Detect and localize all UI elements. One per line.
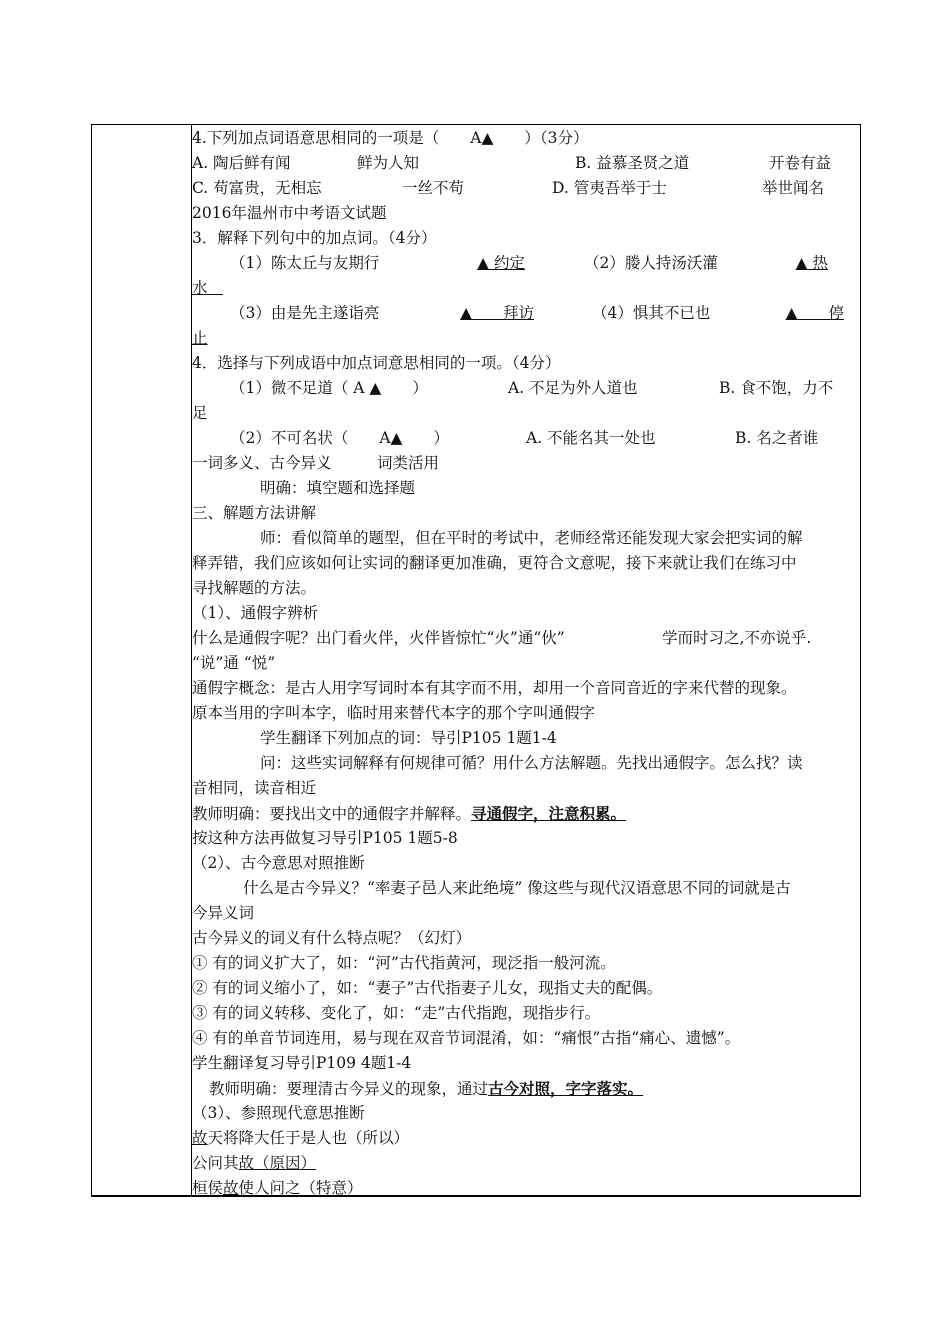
idiom-1-option-a: A. 不足为外人道也 xyxy=(508,379,638,397)
option-row-cd xyxy=(192,176,854,201)
paragraph-line xyxy=(192,801,626,826)
emphasis: 古今对照，字字落实。 xyxy=(488,1079,644,1098)
option-d: D. 管夷吾举于士 xyxy=(552,179,667,197)
question-4-heading xyxy=(192,126,589,151)
text: 今异义词 xyxy=(192,904,255,922)
question-3-heading xyxy=(192,226,436,251)
answer-row-2 xyxy=(192,301,854,326)
answer-4-continued xyxy=(192,326,208,351)
paragraph-line xyxy=(192,776,316,801)
paragraph-line xyxy=(260,726,557,751)
paragraph-line xyxy=(243,876,791,901)
answer-4: ▲ 停 xyxy=(785,304,844,322)
paragraph-line xyxy=(192,651,275,676)
text: 足 xyxy=(192,404,208,422)
list-item xyxy=(192,1026,740,1051)
exam-source xyxy=(192,201,386,226)
topic-row xyxy=(192,451,854,476)
text: 止 xyxy=(192,329,208,347)
text: 4.下列加点词语意思相同的一项是（ A▲ ）（3分） xyxy=(192,129,589,147)
text: 师：看似简单的题型，但在平时的考试中，老师经常还能发现大家会把实词的解 xyxy=(260,529,803,547)
paragraph-line xyxy=(192,926,471,951)
list-item xyxy=(192,976,662,1001)
text: ① 有的词义扩大了，如：“河”古代指黄河，现泛指一般河流。 xyxy=(192,954,616,972)
keyword: 故（原因） xyxy=(238,1154,317,1172)
paragraph-line xyxy=(192,901,254,926)
text: 学而时习之,不亦说乎. xyxy=(662,629,812,647)
answer-3: ▲ 拜访 xyxy=(460,304,534,322)
text: 学生翻译下列加点的词：导引P105 1题1-4 xyxy=(260,729,557,747)
item-2: （2）媵人持汤沃灌 xyxy=(584,254,718,272)
text: 原本当用的字叫本字，临时用来替代本字的那个字叫通假字 xyxy=(192,704,596,722)
paragraph-line xyxy=(192,626,854,651)
answer-row-1 xyxy=(192,251,854,276)
idiom-2-option-a: A. 不能名其一处也 xyxy=(526,429,656,447)
question-4b-heading xyxy=(192,351,560,376)
subsection-3-heading xyxy=(192,1101,365,1126)
text: ④ 有的单音节词连用，易与现在双音节词混淆，如：“痛恨”古指“痛心、遗憾”。 xyxy=(192,1029,741,1047)
text: 教师明确：要理清古今异义的现象，通过 xyxy=(209,1080,489,1098)
item-4: （4）惧其不已也 xyxy=(592,304,711,322)
topic-1: 一词多义、古今异义 xyxy=(192,454,332,472)
option-b-idiom: 开卷有益 xyxy=(769,154,832,172)
paragraph-line xyxy=(192,701,595,726)
text: （1）、通假字辨析 xyxy=(192,604,319,622)
clarification xyxy=(260,476,415,501)
text: 水 xyxy=(192,279,208,297)
text: 教师明确：要找出文中的通假字并解释。 xyxy=(192,805,472,823)
item-3: （3）由是先主遂诣亮 xyxy=(230,304,380,322)
idiom-2-option-b: B. 名之者谁 xyxy=(735,429,819,447)
text: 明确：填空题和选择题 xyxy=(260,479,416,497)
text: 使人问之（特意） xyxy=(238,1179,363,1197)
answer-1: ▲ 约定 xyxy=(477,254,525,272)
option-a-idiom: 鲜为人知 xyxy=(357,154,420,172)
option-a: A. 陶后鲜有闻 xyxy=(192,154,291,172)
item-1: （1）陈太丘与友期行 xyxy=(230,254,380,272)
example-line xyxy=(192,1176,363,1201)
idiom-row-2 xyxy=(192,426,854,451)
text: 什么是通假字呢？出门看火伴，火伴皆惊忙“火”通“伙” xyxy=(192,629,565,647)
option-c-idiom: 一丝不苟 xyxy=(402,179,465,197)
text: 什么是古今异义？“率妻子邑人来此绝境” 像这些与现代汉语意思不同的词就是古 xyxy=(243,879,791,897)
idiom-row-1-continued xyxy=(192,401,208,426)
answer-2-continued xyxy=(192,276,223,301)
text: 3．解释下列句中的加点词。（4分） xyxy=(192,229,437,247)
text: ③ 有的词义转移、变化了，如：“走”古代指跑，现指步行。 xyxy=(192,1004,601,1022)
list-item xyxy=(192,951,616,976)
text: 桓侯 xyxy=(192,1179,224,1197)
answer-2: ▲ 热 xyxy=(795,254,828,272)
text: 寻找解题的方法。 xyxy=(192,579,317,597)
text: 问：这些实词解释有何规律可循？用什么方法解题。先找出通假字。怎么找？读 xyxy=(260,754,803,772)
paragraph-line xyxy=(209,1076,643,1101)
subsection-1-heading xyxy=(192,601,318,626)
option-b: B. 益慕圣贤之道 xyxy=(575,154,690,172)
topic-2: 词类活用 xyxy=(377,454,440,472)
list-item xyxy=(192,1001,600,1026)
paragraph-line xyxy=(192,576,316,601)
text: 音相同，读音相近 xyxy=(192,779,317,797)
paragraph-line xyxy=(260,526,803,551)
text: 天将降大任于是人也（所以） xyxy=(207,1129,410,1147)
section-3-heading xyxy=(192,501,316,526)
example-line xyxy=(192,1126,409,1151)
text: 公问其 xyxy=(192,1154,239,1172)
example-line xyxy=(192,1151,316,1176)
keyword: 故 xyxy=(223,1179,239,1197)
text: 2016年温州市中考语文试题 xyxy=(192,204,387,222)
text: “说”通 “悦” xyxy=(192,654,276,672)
idiom-2: （2）不可名状（ A▲ ） xyxy=(230,429,449,447)
keyword: 故 xyxy=(192,1129,208,1147)
text: 通假字概念：是古人用字写词时本有其字而不用，却用一个音同音近的字来代替的现象。 xyxy=(192,679,797,697)
text: ② 有的词义缩小了，如：“妻子”古代指妻子儿女，现指丈夫的配偶。 xyxy=(192,979,663,997)
text: 按这种方法再做复习导引P105 1题5-8 xyxy=(192,829,458,847)
text: （2）、古今意思对照推断 xyxy=(192,854,365,872)
paragraph-line xyxy=(192,826,458,851)
text: 4．选择与下列成语中加点词意思相同的一项。（4分） xyxy=(192,354,561,372)
text: 学生翻译复习导引P109 4题1-4 xyxy=(192,1054,412,1072)
option-row-ab xyxy=(192,151,854,176)
option-c: C. 苟富贵，无相忘 xyxy=(192,179,322,197)
idiom-row-1 xyxy=(192,376,854,401)
paragraph-line xyxy=(192,551,797,576)
subsection-2-heading xyxy=(192,851,365,876)
text: 古今异义的词义有什么特点呢？（幻灯） xyxy=(192,929,472,947)
paragraph-line xyxy=(192,676,797,701)
idiom-1: （1）微不足道（ A ▲ ） xyxy=(230,379,428,397)
idiom-1-option-b: B. 食不饱，力不 xyxy=(719,379,834,397)
text: （3）、参照现代意思推断 xyxy=(192,1104,365,1122)
paragraph-line xyxy=(260,751,803,776)
paragraph-line xyxy=(192,1051,411,1076)
text: 释弄错，我们应该如何让实词的翻译更加准确，更符合文意呢，接下来就让我们在练习中 xyxy=(192,554,797,572)
option-d-idiom: 举世闻名 xyxy=(762,179,825,197)
emphasis: 寻通假字，注意积累。 xyxy=(471,804,627,823)
text: 三、解题方法讲解 xyxy=(192,504,317,522)
